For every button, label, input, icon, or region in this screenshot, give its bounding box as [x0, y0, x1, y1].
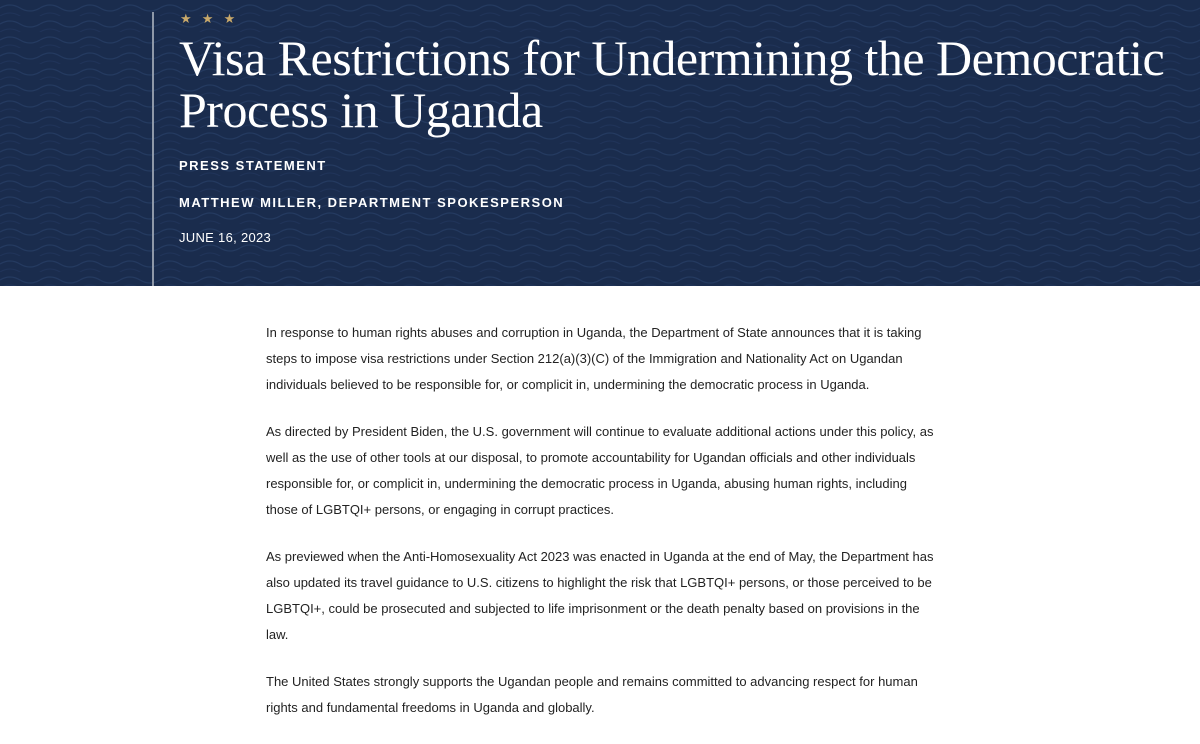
article-body: [266, 320, 938, 742]
page-title: Visa Restrictions for Undermining the Democratic Process in Uganda: [179, 30, 1165, 138]
press-statement-header: [0, 0, 1200, 286]
article-paragraph: The United States strongly supports the Ugandan people and remains committed to advancing respect for human rights and fundamental freedoms in Uganda and globally.: [266, 674, 918, 715]
star-icons: ★ ★ ★: [180, 12, 239, 27]
header-vertical-rule: [152, 12, 154, 286]
publication-date: JUNE 16, 2023: [179, 230, 272, 245]
author-link[interactable]: MATTHEW MILLER, DEPARTMENT SPOKESPERSON: [179, 195, 565, 210]
article-paragraph: In response to human rights abuses and corruption in Uganda, the Department of State announces that it is taking steps to impose visa restrictions under Section 212(a)(3)(C) of the Immigration and Nationality Act on Ugandan individuals believed to be responsible for, or complicit in, undermining the democratic process in Uganda.: [266, 325, 922, 392]
statement-type-label: PRESS STATEMENT: [179, 158, 327, 173]
article-paragraph: As directed by President Biden, the U.S. government will continue to evaluate additional actions under this policy, as well as the use of other tools at our disposal, to promote accountability for Ugandan officials and other individuals responsible for, or complicit in, undermining the democratic process in Uganda, abusing human rights, including those of LGBTQI+ persons, or engaging in corrupt practices.: [266, 424, 934, 517]
article-paragraph: As previewed when the Anti-Homosexuality Act 2023 was enacted in Uganda at the end of May, the Department has also updated its travel guidance to U.S. citizens to highlight the risk that LGBTQI+ persons, or those perceived to be LGBTQI+, could be prosecuted and subjected to life imprisonment or the death penalty based on provisions in the law.: [266, 549, 934, 642]
